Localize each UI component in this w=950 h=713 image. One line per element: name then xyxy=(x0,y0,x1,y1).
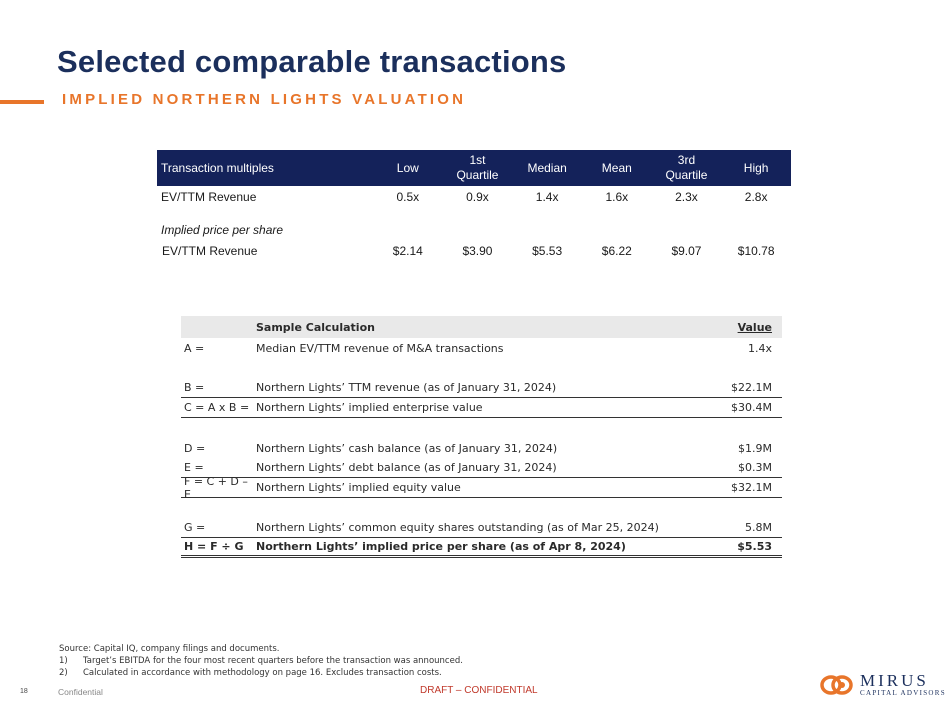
calc-row-h xyxy=(181,538,782,558)
row-label: EV/TTM Revenue xyxy=(162,243,258,258)
mirus-logo xyxy=(820,673,946,697)
calc-value: 5.8M xyxy=(745,521,772,534)
calc-row-c xyxy=(181,398,782,418)
calc-desc: Northern Lights’ debt balance (as of January 31, 2024) xyxy=(256,461,557,474)
section-label-implied-price: Implied price per share xyxy=(161,222,284,237)
header-1st-quartile: 1st Quartile xyxy=(456,153,499,182)
cell-1st-quartile: 0.9x xyxy=(466,189,489,204)
cell-3rd-quartile: $9.07 xyxy=(671,243,702,258)
accent-bar xyxy=(0,100,44,104)
calc-value: $30.4M xyxy=(731,401,772,414)
header-sample-calculation: Sample Calculation xyxy=(256,320,375,334)
table-row-implied-price xyxy=(157,240,791,261)
page-subtitle: IMPLIED NORTHERN LIGHTS VALUATION xyxy=(62,91,467,108)
calc-row-d xyxy=(181,438,782,458)
calc-key: D = xyxy=(184,441,206,455)
header-high: High xyxy=(743,160,769,175)
multiples-table-header xyxy=(157,150,791,186)
calc-desc: Northern Lights’ cash balance (as of January 31, 2024) xyxy=(256,441,558,455)
row-label: EV/TTM Revenue xyxy=(161,189,257,204)
calc-key: H = F ÷ G xyxy=(184,540,244,553)
table-row-ev-multiple xyxy=(157,186,791,207)
footnote-1: 1) Target’s EBITDA for the four most recent quarters before the transaction was announced. xyxy=(59,656,463,666)
cell-1st-quartile: $3.90 xyxy=(462,243,493,258)
calc-key: G = xyxy=(184,521,206,534)
calc-desc: Northern Lights’ common equity shares outstanding (as of Mar 25, 2024) xyxy=(256,521,659,534)
footnote-2: 2) Calculated in accordance with methodology on page 16. Excludes transaction costs. xyxy=(59,668,442,678)
calc-row-g xyxy=(181,518,782,538)
calc-value: 1.4x xyxy=(747,341,772,355)
calc-row-a xyxy=(181,338,782,358)
page-title: Selected comparable transactions xyxy=(57,44,567,79)
calc-key: C = A x B = xyxy=(184,401,250,414)
header-mean: Mean xyxy=(601,160,632,175)
calc-key: F = C + D – E xyxy=(184,474,248,501)
header-median: Median xyxy=(527,160,567,175)
cell-mean: 1.6x xyxy=(605,189,629,204)
calc-value: $0.3M xyxy=(738,461,772,474)
calc-key: B = xyxy=(184,381,205,394)
logo-subtitle: CAPITAL ADVISORS xyxy=(860,689,946,697)
calc-desc: Northern Lights’ implied enterprise value xyxy=(256,401,483,414)
draft-label: DRAFT – CONFIDENTIAL xyxy=(420,685,538,696)
calc-desc: Northern Lights’ TTM revenue (as of January 31, 2024) xyxy=(256,381,557,394)
calc-row-f xyxy=(181,474,782,501)
cell-median: $5.53 xyxy=(532,243,563,258)
calc-value: $32.1M xyxy=(731,481,772,494)
sample-calculation-table xyxy=(181,316,782,558)
cell-mean: $6.22 xyxy=(601,243,632,258)
calc-key: A = xyxy=(184,341,205,355)
cell-3rd-quartile: 2.3x xyxy=(675,189,698,204)
calc-desc: Northern Lights’ implied price per share (as of Apr 8, 2024) xyxy=(256,540,626,553)
header-3rd-quartile: 3rd Quartile xyxy=(665,153,708,182)
calc-value: $22.1M xyxy=(731,381,772,394)
calc-desc: Median EV/TTM revenue of M&A transactions xyxy=(256,341,504,355)
calc-row-b xyxy=(181,378,782,398)
cell-high: $10.78 xyxy=(737,243,775,258)
header-low: Low xyxy=(396,160,419,175)
page-number: 18 xyxy=(20,688,28,695)
footnotes xyxy=(59,643,463,679)
confidential-label: Confidential xyxy=(58,687,103,697)
header-transaction-multiples: Transaction multiples xyxy=(161,161,274,175)
calc-table-header xyxy=(181,316,782,338)
calc-row-e xyxy=(181,458,782,478)
logo-name: MIRUS xyxy=(860,671,929,690)
multiples-table xyxy=(157,150,791,261)
calc-key: E = xyxy=(184,461,204,474)
cell-median: 1.4x xyxy=(535,189,559,204)
header-value: Value xyxy=(737,320,772,334)
calc-value: $5.53 xyxy=(737,540,772,553)
calc-value: $1.9M xyxy=(738,441,772,455)
source-note: Source: Capital IQ, company filings and documents. xyxy=(59,644,280,654)
cell-high: 2.8x xyxy=(744,189,768,204)
cell-low: 0.5x xyxy=(396,189,420,204)
cell-low: $2.14 xyxy=(392,243,423,258)
calc-desc: Northern Lights’ implied equity value xyxy=(256,481,461,494)
mirus-logo-icon xyxy=(820,674,854,696)
